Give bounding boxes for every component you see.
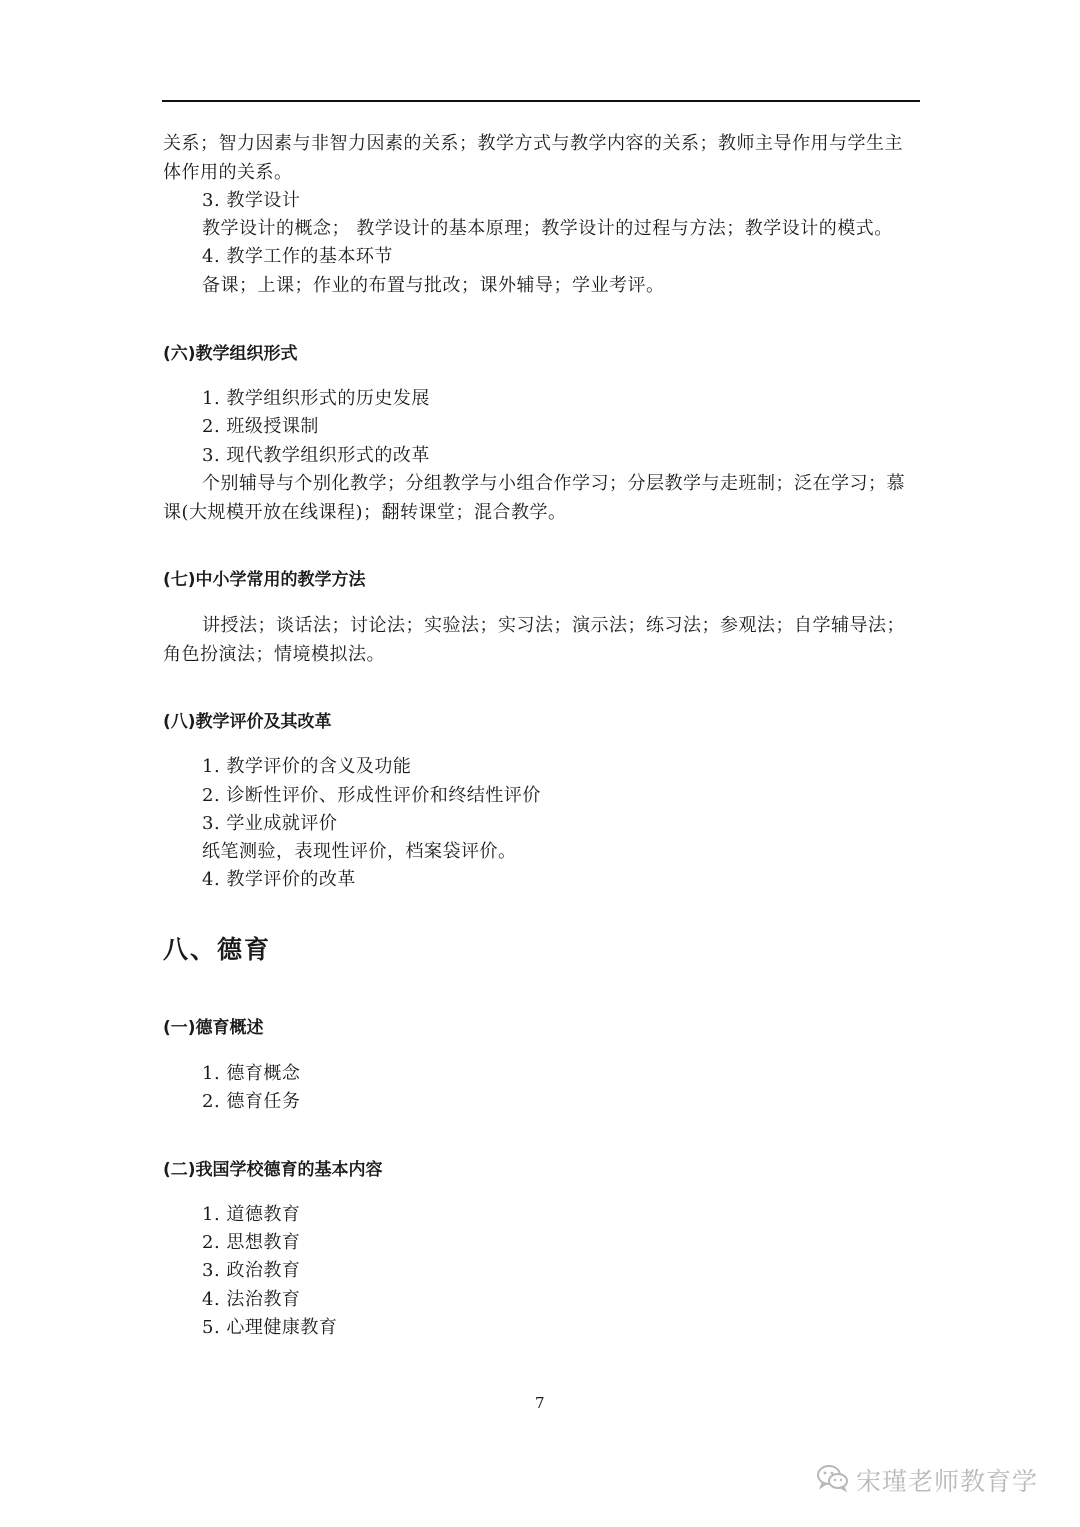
list-item: 2. 思想教育	[202, 1232, 301, 1253]
list-item: 3. 学业成就评价	[202, 813, 338, 834]
list-item: 2. 诊断性评价、形成性评价和终结性评价	[202, 785, 541, 806]
section-heading: (六)教学组织形式	[163, 344, 298, 364]
list-item: 3. 政治教育	[202, 1260, 301, 1281]
page-number: 7	[535, 1394, 545, 1412]
list-item: 3. 现代教学组织形式的改革	[202, 445, 430, 466]
list-item: 2. 班级授课制	[202, 416, 319, 437]
list-item: 3. 教学设计	[202, 190, 301, 211]
watermark-text: 宋瑾老师教育学	[856, 1467, 1039, 1496]
paragraph-line: 个别辅导与个别化教学；分组教学与小组合作学习；分层教学与走班制；泛在学习；慕	[202, 473, 905, 494]
section-heading: (八)教学评价及其改革	[163, 712, 332, 732]
wechat-icon	[816, 1463, 850, 1497]
watermark	[816, 1462, 1038, 1498]
paragraph-line: 讲授法；谈话法；讨论法；实验法；实习法；演示法；练习法；参观法；自学辅导法；	[202, 615, 905, 636]
paragraph-line: 教学设计的概念； 教学设计的基本原理；教学设计的过程与方法；教学设计的模式。	[202, 218, 893, 239]
list-item: 1. 教学组织形式的历史发展	[202, 388, 430, 409]
list-item: 2. 德育任务	[202, 1091, 301, 1112]
section-heading: (一)德育概述	[163, 1018, 264, 1038]
list-item: 1. 道德教育	[202, 1204, 301, 1225]
paragraph-line: 课(大规模开放在线课程)；翻转课堂；混合教学。	[163, 502, 567, 523]
section-heading: (二)我国学校德育的基本内容	[163, 1160, 383, 1180]
list-item: 1. 教学评价的含义及功能	[202, 756, 412, 777]
list-item: 4. 教学评价的改革	[202, 869, 356, 890]
paragraph-line: 关系；智力因素与非智力因素的关系；教学方式与教学内容的关系；教师主导作用与学生主	[163, 133, 903, 154]
paragraph-line: 体作用的关系。	[163, 162, 293, 183]
paragraph-line: 角色扮演法；情境模拟法。	[163, 644, 385, 665]
list-item: 4. 法治教育	[202, 1289, 301, 1310]
list-item: 5. 心理健康教育	[202, 1317, 338, 1338]
list-item: 4. 教学工作的基本环节	[202, 246, 393, 267]
header-rule	[162, 100, 920, 102]
chapter-heading: 八、德育	[163, 935, 272, 964]
section-heading: (七)中小学常用的教学方法	[163, 570, 366, 590]
paragraph-line: 纸笔测验，表现性评价，档案袋评价。	[202, 841, 517, 862]
paragraph-line: 备课；上课；作业的布置与批改；课外辅导；学业考评。	[202, 275, 665, 296]
list-item: 1. 德育概念	[202, 1063, 301, 1084]
